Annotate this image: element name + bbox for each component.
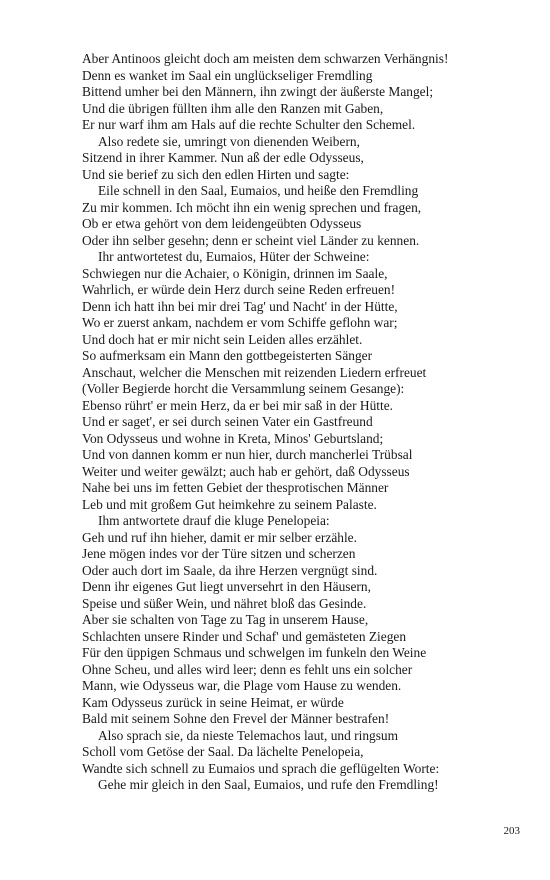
- verse-line: Ihm antwortete drauf die kluge Penelopeia:: [98, 513, 330, 528]
- verse-line: Ebenso rührt' er mein Herz, da er bei mir saß in der Hütte.: [82, 397, 394, 413]
- verse-line: Bittend umher bei den Männern, ihn zwingt der äußerste Mangel;: [82, 84, 434, 99]
- verse-line: Anschaut, welcher die Menschen mit reizenden Liedern erfreuet: [82, 364, 427, 380]
- verse-line: Ob er etwa gehört von dem leidengeübten Odysseus: [82, 216, 362, 231]
- verse-line: Nahe bei uns im fetten Gebiet der thesprotischen Männer: [82, 480, 389, 495]
- verse-line: Schlachten unsere Rinder und Schaf' und gemästeten Ziegen: [82, 628, 407, 644]
- verse-line: Und er saget', er sei durch seinen Vater ein Gastfreund: [82, 414, 373, 429]
- verse-line: Wandte sich schnell zu Eumaios und sprach die geflügelten Worte:: [82, 760, 440, 776]
- verse-line: Aber sie schalten von Tage zu Tag in unserem Hause,: [82, 612, 369, 627]
- verse-line: Aber Antinoos gleicht doch am meisten dem schwarzen Verhängnis!: [82, 51, 449, 66]
- verse-line: (Voller Begierde horcht die Versammlung seinem Gesange):: [82, 381, 405, 396]
- verse-text: [82, 51, 522, 794]
- verse-line: Denn ich hatt ihn bei mir drei Tag' und Nacht' in der Hütte,: [82, 298, 398, 314]
- verse-line: Und doch hat er mir nicht sein Leiden alles erzählet.: [82, 331, 363, 347]
- verse-line: Ihr antwortetest du, Eumaios, Hüter der Schweine:: [98, 249, 370, 264]
- verse-line: So aufmerksam ein Mann den gottbegeisterten Sänger: [82, 348, 373, 363]
- verse-line: Ohne Scheu, und alles wird leer; denn es fehlt uns ein solcher: [82, 661, 413, 677]
- verse-line: Weiter und weiter gewälzt; auch hab er gehört, daß Odysseus: [82, 463, 410, 479]
- verse-line: Speise und süßer Wein, und nähret bloß das Gesinde.: [82, 595, 367, 611]
- verse-line: Gehe mir gleich in den Saal, Eumaios, und rufe den Fremdling!: [98, 777, 439, 792]
- verse-line: Also sprach sie, da nieste Telemachos laut, und ringsum: [98, 727, 399, 743]
- verse-line: Von Odysseus und wohne in Kreta, Minos' Geburtsland;: [82, 430, 384, 446]
- verse-line: Geh und ruf ihn hieher, damit er mir selber erzähle.: [82, 529, 357, 545]
- verse-line: Er nur warf ihm am Hals auf die rechte Schulter den Schemel.: [82, 117, 416, 132]
- verse-line: Denn ihr eigenes Gut liegt unversehrt in den Häusern,: [82, 579, 371, 594]
- verse-line: Und von dannen komm er nun hier, durch mancherlei Trübsal: [82, 447, 413, 462]
- verse-line: Oder ihn selber gesehn; denn er scheint viel Länder zu kennen.: [82, 232, 420, 248]
- verse-line: Für den üppigen Schmaus und schwelgen im funkeln den Weine: [82, 645, 427, 660]
- page-number: 203: [503, 825, 520, 837]
- verse-line: Also redete sie, umringt von dienenden Weibern,: [98, 133, 360, 149]
- verse-line: Eile schnell in den Saal, Eumaios, und heiße den Fremdling: [98, 183, 419, 198]
- verse-line: Kam Odysseus zurück in seine Heimat, er würde: [82, 694, 344, 710]
- verse-line: Bald mit seinem Sohne den Frevel der Männer bestrafen!: [82, 711, 390, 726]
- verse-line: Mann, wie Odysseus war, die Plage vom Hause zu wenden.: [82, 678, 402, 693]
- verse-line: Oder auch dort im Saale, da ihre Herzen vergnügt sind.: [82, 562, 378, 578]
- verse-line: Zu mir kommen. Ich möcht ihn ein wenig sprechen und fragen,: [82, 199, 422, 215]
- verse-line: Wahrlich, er würde dein Herz durch seine Reden erfreuen!: [82, 282, 396, 297]
- verse-line: Schwiegen nur die Achaier, o Königin, drinnen im Saale,: [82, 265, 388, 281]
- verse-line: Denn es wanket im Saal ein unglückseliger Fremdling: [82, 67, 373, 83]
- verse-line: Wo er zuerst ankam, nachdem er vom Schiffe geflohn war;: [82, 315, 398, 330]
- verse-line: Jene mögen indes vor der Türe sitzen und scherzen: [82, 546, 356, 561]
- verse-line: Leb und mit großem Gut heimkehre zu seinem Palaste.: [82, 496, 377, 512]
- verse-line: Scholl vom Getöse der Saal. Da lächelte Penelopeia,: [82, 744, 364, 759]
- verse-line: Sitzend in ihrer Kammer. Nun aß der edle Odysseus,: [82, 150, 364, 165]
- verse-line: Und sie berief zu sich den edlen Hirten und sagte:: [82, 166, 350, 182]
- verse-line: Und die übrigen füllten ihm alle den Ranzen mit Gaben,: [82, 100, 384, 116]
